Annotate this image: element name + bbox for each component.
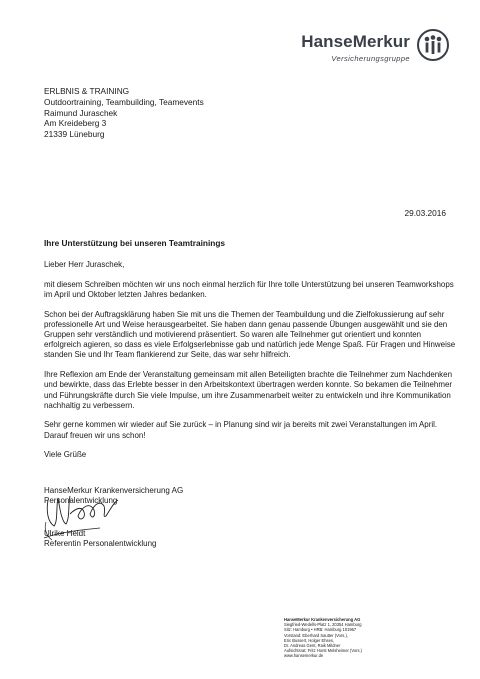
footer-line: Dr. Andreas Gent, Raik Mildner: [284, 643, 341, 649]
letter-body: [44, 260, 456, 470]
hansemerkur-emblem-icon: [416, 28, 450, 62]
footer-line: Sitz: Hamburg • HRB: Hamburg 101967: [284, 627, 357, 633]
letter-footer: [284, 617, 362, 659]
signatory-role: Referentin Personalentwicklung: [44, 539, 157, 549]
footer-line: Eric Bussert, Holger Ehses,: [284, 637, 335, 643]
footer-line: Aufsichtsrat: Fritz Horst Melsheimer (Vors.): [284, 648, 363, 654]
company-logo: [250, 28, 450, 68]
salutation: Lieber Herr Juraschek,: [44, 260, 125, 269]
closing: Viele Grüße: [44, 450, 87, 460]
signatory: [44, 529, 157, 549]
logo-tagline: Versicherungsgruppe: [331, 54, 410, 63]
footer-website: www.hansemerkur.de: [284, 653, 324, 659]
logo-name: HanseMerkur: [301, 32, 410, 51]
signatory-name: Ulrike Heldt: [44, 529, 86, 538]
address-line: ERLBNIS & TRAINING: [44, 86, 130, 96]
body-paragraph: Ihre Reflexion am Ende der Veranstaltung gemeinsam mit allen Beteiligten brachte die Teilnehmer zum Nachdenken und bewirkte, dass das Erlebte besser in den Arbeitskontext übertragen werden konnte. So bekamen die Teilnehmer und Führungskräfte durch Sie viele Impulse, um ihre Zusammenarbeit weiter zu entwickeln und ihre Kommunikation nachhaltig zu verbessern.: [44, 370, 452, 410]
footer-company: HanseMerkur Krankenversicherung AG: [284, 617, 361, 622]
address-line: Outdoortraining, Teambuilding, Teamevents: [44, 96, 204, 107]
sender-department: Personalentwicklung: [44, 496, 118, 506]
letter-date: 29.03.2016: [404, 208, 446, 218]
body-paragraph: Sehr gerne kommen wir wieder auf Sie zurück – in Planung sind wir ja bereits mit zwei Veranstaltungen im April. Darauf freuen wir uns schon!: [44, 420, 438, 440]
sender-company: HanseMerkur Krankenversicherung AG: [44, 486, 184, 495]
body-paragraph: Schon bei der Auftragsklärung haben Sie mit uns die Themen der Teambuildung und die Zielfokussierung auf sehr professionelle Art und Weise herausgearbeitet. Sie haben dann genau passende Übungen ausgewählt und sie den Gruppen sehr verständlich und motivierend präsentiert. So waren alle Teilnehmer gut orientiert und konnten erfolgreich agieren, so dass es viele Erfolgserlebnisse gab und natürlich jede Menge Spaß. Für Fragen und Hinweise standen Sie und Ihr Team flankierend zur Seite, das war sehr hilfreich.: [44, 309, 456, 360]
address-line: Am Kreideberg 3: [44, 118, 107, 129]
body-paragraph: mit diesem Schreiben möchten wir uns noch einmal herzlich für Ihre tolle Unterstützung bei unseren Teamworkshops im April und Oktober letzten Jahres bedanken.: [44, 279, 454, 299]
address-line: 21339 Lüneburg: [44, 129, 105, 140]
recipient-address: [44, 86, 204, 140]
letter-subject: Ihre Unterstützung bei unseren Teamtrainings: [44, 238, 226, 248]
footer-line: Siegfried-Wedells-Platz 1, 20354 Hamburg: [284, 622, 362, 628]
address-line: Raimund Juraschek: [44, 107, 118, 118]
footer-line: Vorstand: Eberhard Sautter (Vors.),: [284, 632, 348, 638]
